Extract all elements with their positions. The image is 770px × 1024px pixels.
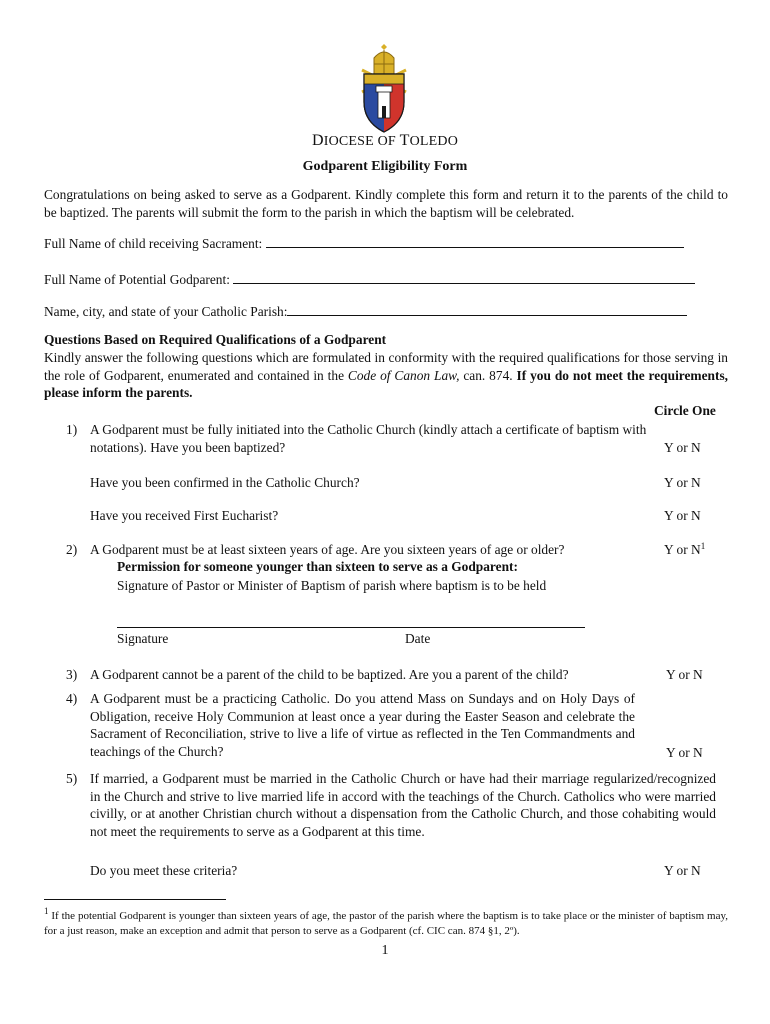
footnote [44,906,728,939]
question-3-text: A Godparent cannot be a parent of the child to be baptized. Are you a parent of the child? [90,667,569,682]
signature-instruction: Signature of Pastor or Minister of Baptism of parish where baptism is to be held [117,578,547,593]
footnote-divider [44,899,226,900]
question-2-number: 2) [66,542,78,557]
question-4-answer[interactable]: Y or N [666,745,703,760]
child-name-field[interactable] [266,234,684,248]
question-5-text: If married, a Godparent must be married in the Catholic Church or have had their marriage regularized/recognized in the Church and strive to live married life in accord with the teachings of the Church. Catholics who were married civilly, or at another Christian church without a dispensation from the Catholic Church, and those cohabiting would not meet the requirements to serve as a Godparent at this time. [90,771,716,839]
godparent-name-label: Full Name of Potential Godparent: [44,272,234,287]
question-2-answer[interactable]: Y or $N^1$ [664,541,706,557]
page-number: 1 [381,943,389,958]
footnote-ref: 1 [700,541,706,551]
question-1-answer[interactable]: Y or N [664,440,701,455]
questions-intro: Kindly answer the following questions which are formulated in conformity with the required qualifications for those serving in the role of Godparent, enumerated and contained in the Code of Canon Law, can. 874. If you do not meet the requirements, please inform the parents. [44,350,728,401]
question-1-eucharist-answer[interactable]: Y or N [664,508,701,523]
question-3-answer[interactable]: Y or N [666,667,703,682]
form-title: Godparent Eligibility Form [302,159,468,174]
question-4-number: 4) [66,691,78,706]
signature-line[interactable] [117,627,585,628]
question-5-number: 5) [66,771,78,786]
question-1-confirmed: Have you been confirmed in the Catholic Church? [90,475,360,490]
circle-one-header: Circle One [654,403,716,418]
date-label: Date [405,631,431,646]
diocese-crest-logo [352,44,416,134]
question-1-text: A Godparent must be fully initiated into the Catholic Church (kindly attach a certificate of baptism with notations). Have you been baptized? [90,422,647,455]
godparent-name-row [44,270,728,289]
question-1-confirmed-answer[interactable]: Y or N [664,475,701,490]
signature-label: Signature [117,631,169,646]
parish-field[interactable] [287,302,687,316]
intro-paragraph: Congratulations on being asked to serve as a Godparent. Kindly complete this form and return it to the parents of the child to be baptized. The parents will submit the form to the parish in which the baptism will be celebrated. [44,187,728,220]
parish-row [44,302,728,321]
questions-heading: Questions Based on Required Qualifications of a Godparent [44,332,387,347]
question-2-text: A Godparent must be at least sixteen years of age. Are you sixteen years of age or older? [90,542,565,557]
diocese-name: DIOCESE OF TOLEDO [311,132,459,149]
question-4-text: A Godparent must be a practicing Catholic. Do you attend Mass on Sundays and on Holy Days of Obligation, receive Holy Communion at least once a year during the Easter Season and celebrate the Sacrament of Reconciliation, strive to live a life of virtue as reflected in the Ten Commandments and teachings of the Church? [90,691,635,759]
question-1-eucharist: Have you received First Eucharist? [90,508,279,523]
footnote-marker: 1 [44,906,49,916]
permission-heading: Permission for someone younger than sixteen to serve as a Godparent: [117,559,518,574]
child-name-label: Full Name of child receiving Sacrament: [44,236,266,251]
question-1-number: 1) [66,422,78,437]
footnote-text: If the potential Godparent is younger than sixteen years of age, the pastor of the parish where the baptism is to take place or the minister of baptism may, for a just reason, make an exception and admit that person to serve as a Godparent (cf. CIC can. 874 §1, 2º). [44,910,728,937]
question-3-number: 3) [66,667,78,682]
parish-label: Name, city, and state of your Catholic Parish: [44,304,288,319]
question-5-question: Do you meet these criteria? [90,863,238,878]
godparent-name-field[interactable] [233,270,695,284]
question-5-answer[interactable]: Y or N [664,863,701,878]
child-name-row [44,234,728,253]
